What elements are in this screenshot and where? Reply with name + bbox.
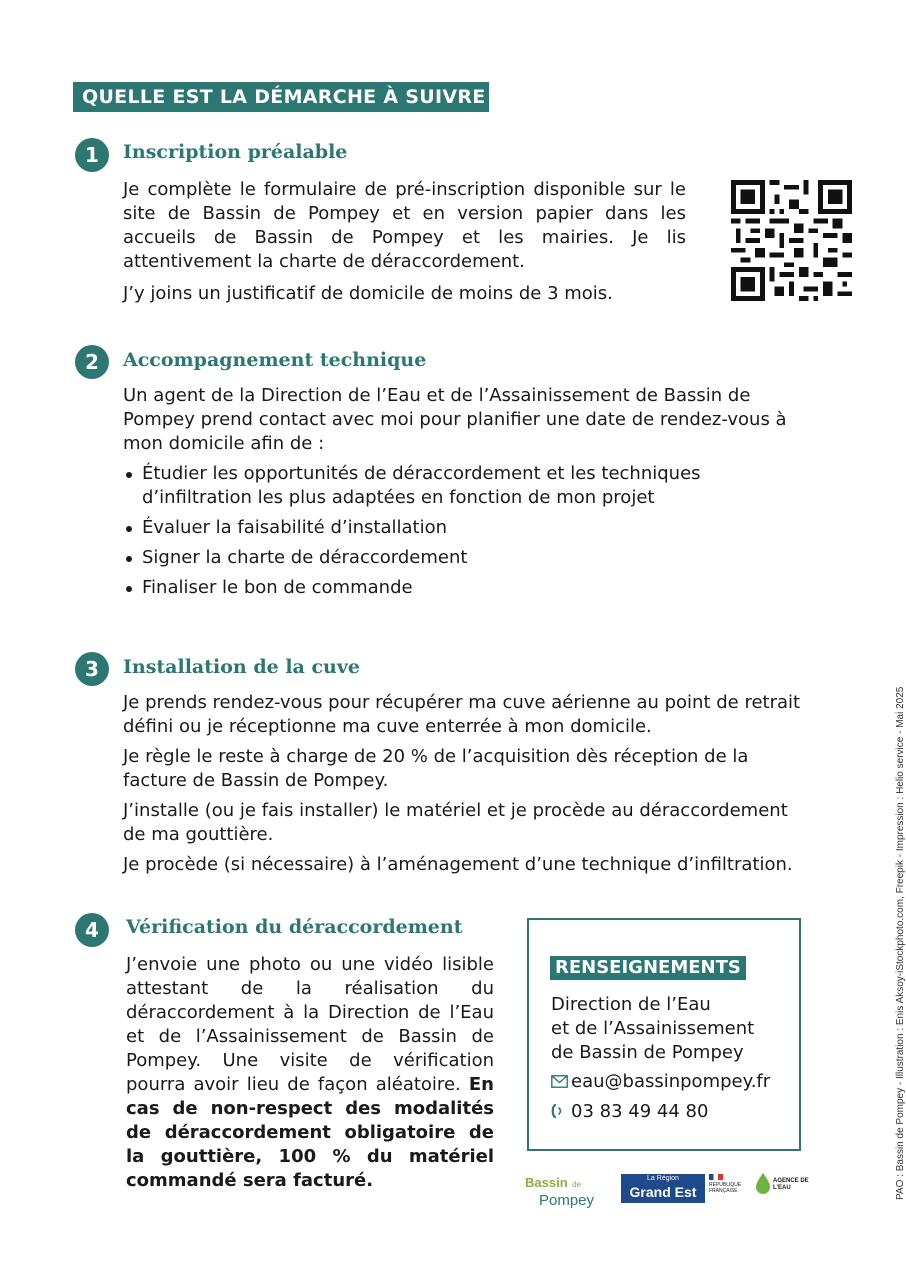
step-4-number: 4	[75, 913, 109, 947]
list-item: Signer la charte de déraccordement	[122, 546, 812, 570]
bassin-pompey-logo: Bassin de Pompey	[525, 1175, 595, 1209]
phone-number[interactable]: 03 83 49 44 80	[571, 1101, 709, 1122]
step-1-number: 1	[75, 138, 109, 172]
phone-icon	[551, 1100, 571, 1124]
agence-eau-logo: AGENCE DE L’EAU	[753, 1172, 813, 1194]
section-banner: QUELLE EST LA DÉMARCHE À SUIVRE ?	[73, 82, 489, 112]
step-2-number: 2	[75, 345, 109, 379]
step-3-title: Installation de la cuve	[123, 656, 360, 678]
step-4-paragraph-text: J’envoie une photo ou une vidéo lisible attestant de la réalisation du déraccordement à la Direction de l’Eau et de l’Assainissement de Bassin de Pompey. Une visite de vérification pourra avoir lieu de façon aléatoire.	[126, 954, 494, 1095]
step-1-paragraph: J’y joins un justificatif de domicile de moins de 3 mois.	[123, 283, 613, 304]
print-credit: PAO : Bassin de Pompey - Illustration : Enis Aksoy-iStockphoto.com, Freepik - Impression : Helio service - Mai 2025	[895, 686, 906, 1200]
list-item: Finaliser le bon de commande	[122, 576, 812, 600]
step-1-title: Inscription préalable	[123, 141, 348, 163]
info-org-line: et de l’Assainissement	[551, 1018, 755, 1039]
step-4-title: Vérification du déraccordement	[126, 916, 463, 938]
step-4-paragraph	[126, 953, 494, 1193]
region-grand-est-logo: La Région Grand Est	[621, 1174, 705, 1203]
step-2-paragraph: Un agent de la Direction de l’Eau et de l’Assainissement de Bassin de Pompey prend contact avec moi pour planifier une date de rendez-vous à mon domicile afin de :	[123, 385, 787, 454]
step-2-title: Accompagnement technique	[123, 349, 427, 371]
info-org-line: Direction de l’Eau	[551, 994, 711, 1015]
step-3-number: 3	[75, 652, 109, 686]
step-4-warning: En cas de non-respect des modalités de déraccordement obligatoire de la gouttière, 100 % du matériel commandé sera facturé.	[126, 1074, 494, 1191]
envelope-icon	[551, 1070, 571, 1094]
info-box	[527, 918, 801, 1151]
step-1-paragraph: Je complète le formulaire de pré-inscription disponible sur le site de Bassin de Pompey et en version papier dans les accueils de Bassin de Pompey et les mairies. Je lis attentivement la charte de déraccordement.	[123, 179, 686, 272]
info-title: RENSEIGNEMENTS	[550, 956, 746, 980]
partner-logos	[525, 1168, 815, 1210]
list-item: Évaluer la faisabilité d’installation	[122, 516, 812, 540]
step-3-paragraph: Je prends rendez-vous pour récupérer ma cuve aérienne au point de retrait défini ou je réceptionne ma cuve enterrée à mon domicile.	[123, 692, 801, 737]
qr-code	[731, 180, 852, 301]
step-3-paragraph: Je règle le reste à charge de 20 % de l’acquisition dès réception de la facture de Bassin de Pompey.	[123, 746, 749, 791]
info-phone[interactable]	[551, 1100, 708, 1124]
email-link[interactable]: eau@bassinpompey.fr	[571, 1071, 771, 1092]
republique-logo: RÉPUBLIQUE FRANÇAISE	[709, 1174, 747, 1194]
step-3-paragraph: J’installe (ou je fais installer) le matériel et je procède au déraccordement de ma gouttière.	[123, 800, 788, 845]
step-3-paragraph: Je procède (si nécessaire) à l’aménagement d’une technique d’infiltration.	[123, 854, 793, 875]
info-email[interactable]	[551, 1070, 770, 1094]
info-org-line: de Bassin de Pompey	[551, 1042, 744, 1063]
step-2-bullet-list	[122, 462, 812, 606]
list-item: Étudier les opportunités de déraccordement et les techniques d’infiltration les plus adaptées en fonction de mon projet	[122, 462, 812, 510]
